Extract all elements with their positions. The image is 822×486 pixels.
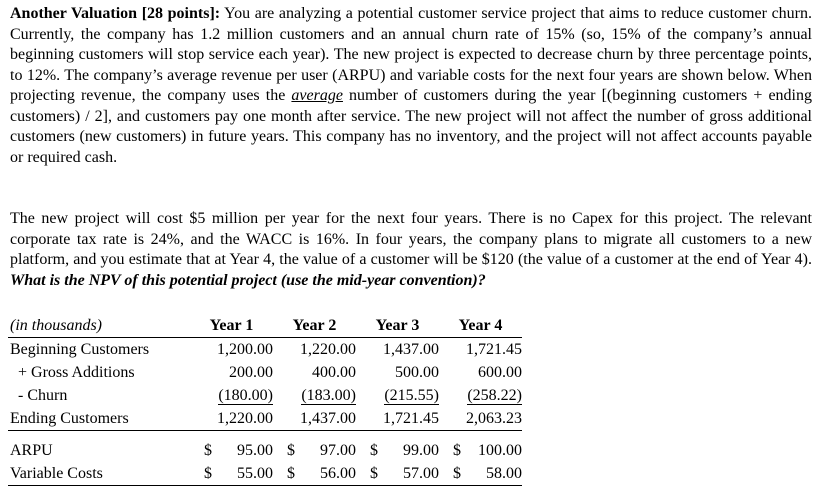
cell-text: 99.00 <box>403 442 439 459</box>
cell-value: 200.00 <box>229 364 273 381</box>
cell-value: 1,220.00 <box>300 341 356 358</box>
cell-text: (215.55) <box>384 387 439 404</box>
year-header: Year 1 <box>190 314 273 338</box>
cell-value: 1,721.45 <box>356 407 439 431</box>
cell-value <box>190 384 273 407</box>
row-label: Variable Costs <box>8 462 190 486</box>
row-label: - Churn <box>18 387 68 404</box>
intro-paragraph <box>10 4 812 168</box>
row-label: + Gross Additions <box>18 364 135 381</box>
intro-text-a: You are analyzing a potential customer service project that aims to reduce customer churn. Currently, the company has 1.2 million customers and an annual churn rate of 15% (so, 15% of the company’s annual beginning customers will stop service each year). The new project is expected to decrease churn by three percentage points, to 12%. The company’s average revenue per user (ARPU) and variable costs for the next four years are shown below. When projecting revenue, the company uses the <box>10 5 812 104</box>
npv-question: What is the NPV of this potential project (use the mid-year convention)? <box>10 271 486 289</box>
average-emphasis: average <box>291 87 343 104</box>
row-label: ARPU <box>10 442 53 459</box>
currency-symbol: $ <box>370 465 378 482</box>
row-label: Beginning Customers <box>10 341 150 358</box>
cell-value <box>273 439 356 462</box>
currency-symbol: $ <box>287 442 295 459</box>
cell-value: 1,220.00 <box>190 407 273 431</box>
cell-value <box>439 384 522 407</box>
year-header: Year 3 <box>356 314 439 338</box>
cell-value <box>356 439 439 462</box>
table-spacer <box>8 431 522 440</box>
financial-table <box>8 314 522 486</box>
table-row <box>8 407 522 431</box>
cell-text: 95.00 <box>237 442 273 459</box>
currency-symbol: $ <box>287 465 295 482</box>
table-row <box>8 384 522 407</box>
cell-text: (180.00) <box>218 387 273 404</box>
cell-value: 1,721.45 <box>466 341 522 358</box>
currency-symbol: $ <box>370 442 378 459</box>
intro-text-b: number of customers during the year [(beginning customers + ending customers) / 2], and customers pay one month after service. The new project will not affect the number of gross additional customers (new customers) in future years. This company has no inventory, and the project will not affect accounts payable or required cash. <box>10 87 813 166</box>
cell-value: 600.00 <box>478 364 522 381</box>
cell-text: 57.00 <box>403 465 439 482</box>
cost-text: The new project will cost $5 million per year for the next four years. There is no Capex for this project. The relevant corporate tax rate is 24%, and the WACC is 16%. In four years, the company plans to migrate all customers to a new platform, and you estimate that at Year 4, the value of a customer will be $120 (the value of a customer at the end of Year 4). <box>10 210 812 268</box>
cell-value <box>439 439 522 462</box>
cell-value: 400.00 <box>312 364 356 381</box>
cell-value <box>439 462 522 486</box>
cell-text: 97.00 <box>320 442 356 459</box>
currency-symbol: $ <box>453 465 461 482</box>
currency-symbol: $ <box>204 465 212 482</box>
year-header: Year 2 <box>273 314 356 338</box>
currency-symbol: $ <box>453 442 461 459</box>
currency-symbol: $ <box>204 442 212 459</box>
cell-value <box>190 439 273 462</box>
unit-label: (in thousands) <box>8 314 190 338</box>
cell-value <box>273 384 356 407</box>
row-label: Ending Customers <box>8 407 190 431</box>
cell-value: 1,200.00 <box>217 341 273 358</box>
cell-text: 100.00 <box>478 442 522 459</box>
table-row <box>8 338 522 362</box>
table-row <box>8 361 522 384</box>
cost-paragraph <box>10 209 812 291</box>
cell-text: (183.00) <box>301 387 356 404</box>
cell-text: 58.00 <box>486 465 522 482</box>
problem-title: Another Valuation [28 points]: <box>10 5 221 22</box>
cell-value: 1,437.00 <box>383 341 439 358</box>
cell-value <box>356 462 439 486</box>
cell-text: 55.00 <box>237 465 273 482</box>
table-row <box>8 462 522 486</box>
table-row <box>8 439 522 462</box>
cell-text: 56.00 <box>320 465 356 482</box>
cell-value: 2,063.23 <box>439 407 522 431</box>
cell-text: (258.22) <box>467 387 522 404</box>
cell-value: 1,437.00 <box>273 407 356 431</box>
year-header: Year 4 <box>439 314 522 338</box>
cell-value <box>190 462 273 486</box>
cell-value <box>356 384 439 407</box>
table-header-row <box>8 314 522 338</box>
cell-value: 500.00 <box>395 364 439 381</box>
cell-value <box>273 462 356 486</box>
